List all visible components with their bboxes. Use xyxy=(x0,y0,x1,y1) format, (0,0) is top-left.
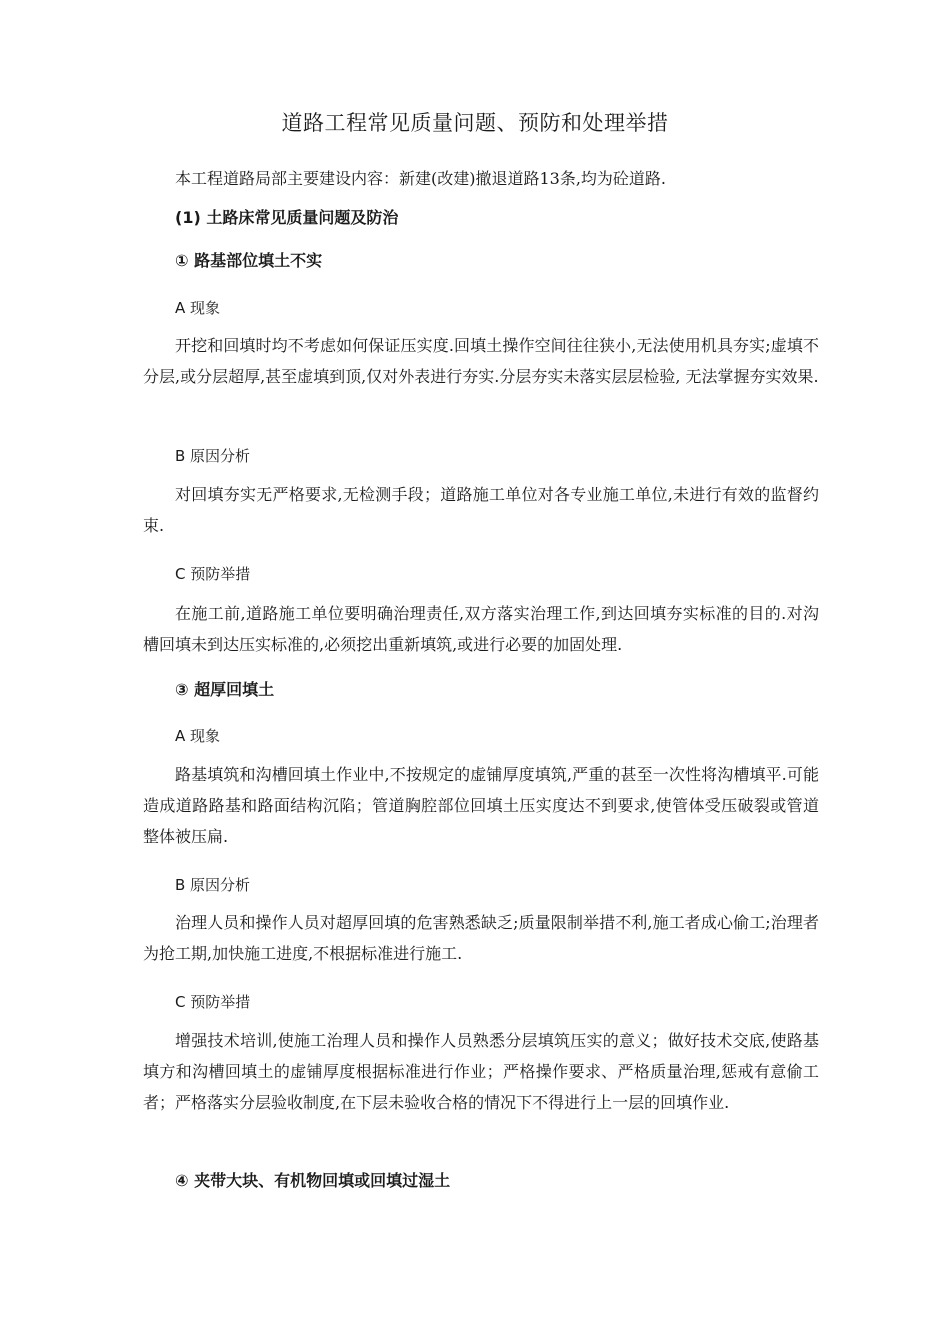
item-3-prevention-text: 增强技术培训,使施工治理人员和操作人员熟悉分层填筑压实的意义；做好技术交底,使路基填方和沟槽回填土的虚铺厚度根据标准进行作业；严格操作要求、严格质量治理,惩戒有意偷工者；严格落实分层验收制度,在下层未验收合格的情况下不得进行上一层的回填作业. xyxy=(143,1031,819,1112)
intro-paragraph: 本工程道路局部主要建设内容：新建(改建)撤退道路13条,均为砼道路. xyxy=(175,169,667,188)
section-1-heading: (1) 土路床常见质量问题及防治 xyxy=(175,208,399,227)
item-1-prevention-label: C 预防举措 xyxy=(175,565,251,583)
item-1-cause-label: B 原因分析 xyxy=(175,447,251,465)
item-3-heading: ③ 超厚回填土 xyxy=(175,680,275,699)
item-3-phenomenon-text: 路基填筑和沟槽回填土作业中,不按规定的虚铺厚度填筑,严重的甚至一次性将沟槽填平.可能造成道路路基和路面结构沉陷；管道胸腔部位回填土压实度达不到要求,使管体受压破裂或管道整体被压扁. xyxy=(143,765,819,846)
item-1-heading: ① 路基部位填土不实 xyxy=(175,251,323,270)
item-1-phenomenon-label: A 现象 xyxy=(175,299,221,317)
item-1-prevention-text: 在施工前,道路施工单位要明确治理责任,双方落实治理工作,到达回填夯实标准的目的.对沟槽回填未到达压实标准的,必须挖出重新填筑,或进行必要的加固处理. xyxy=(143,604,819,654)
item-3-cause-label: B 原因分析 xyxy=(175,876,251,894)
item-3-cause-text: 治理人员和操作人员对超厚回填的危害熟悉缺乏;质量限制举措不利,施工者成心偷工;治理者为抢工期,加快施工进度,不根据标准进行施工. xyxy=(143,913,819,963)
item-1-cause-text: 对回填夯实无严格要求,无检测手段；道路施工单位对各专业施工单位,未进行有效的监督约束. xyxy=(143,485,819,535)
item-1-phenomenon-text: 开挖和回填时均不考虑如何保证压实度.回填土操作空间往往狭小,无法使用机具夯实;虚填不分层,或分层超厚,甚至虚填到顶,仅对外表进行夯实.分层夯实未落实层层检验, 无法掌握夯实效果. xyxy=(143,336,819,386)
item-3-prevention-label: C 预防举措 xyxy=(175,993,251,1011)
item-3-phenomenon-label: A 现象 xyxy=(175,727,221,745)
item-4-heading: ④ 夹带大块、有机物回填或回填过湿土 xyxy=(175,1171,451,1190)
document-title: 道路工程常见质量问题、预防和处理举措 xyxy=(281,111,669,135)
